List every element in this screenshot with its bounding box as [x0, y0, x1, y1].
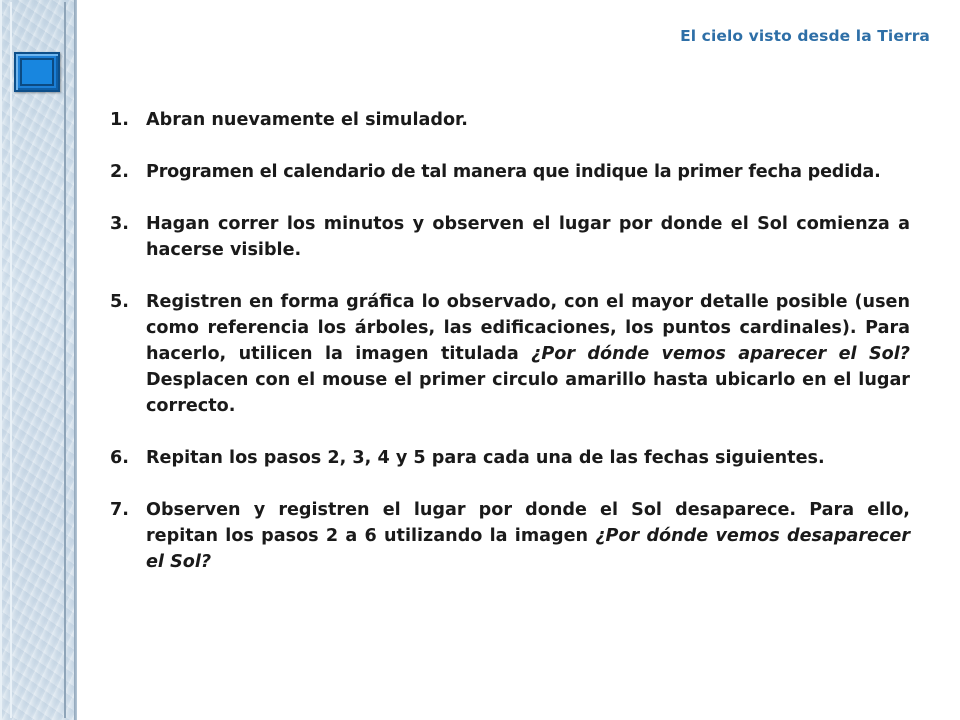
- image-title-reference: ¿Por dónde vemos desaparecer el Sol?: [146, 526, 910, 572]
- list-item-7: [110, 497, 910, 575]
- image-title-reference: ¿Por dónde vemos aparecer el Sol?: [531, 344, 910, 364]
- list-item-number: 3.: [110, 214, 129, 234]
- list-item-5: [110, 289, 910, 419]
- list-item-1: [110, 107, 910, 133]
- instruction-list: [110, 107, 910, 601]
- sidebar-edge: [74, 0, 77, 720]
- list-item-6: [110, 445, 910, 471]
- list-item-number: 5.: [110, 292, 129, 312]
- list-item-text-part: Desplacen con el mouse el primer circulo amarillo hasta ubicarlo en el lugar correcto.: [146, 370, 910, 416]
- list-item-text: Abran nuevamente el simulador.: [146, 110, 468, 130]
- list-item-number: 7.: [110, 500, 129, 520]
- slide-title: El cielo visto desde la Tierra: [680, 27, 930, 45]
- list-item-text: [146, 289, 910, 419]
- list-item-2: [110, 159, 910, 185]
- list-item-number: 6.: [110, 448, 129, 468]
- list-item-text: Repitan los pasos 2, 3, 4 y 5 para cada una de las fechas siguientes.: [146, 448, 825, 468]
- list-item-3: [110, 211, 910, 263]
- list-item-text-part: Observen y registren el lugar por donde el Sol desaparece. Para ello, repitan los pasos 2 a 6 utilizando la imagen: [146, 500, 910, 546]
- list-item-number: 1.: [110, 110, 129, 130]
- list-item-text-part: Registren en forma gráfica lo observado, con el mayor detalle posible (usen como referencia los árboles, las edificaciones, los puntos cardinales). Para hacerlo, utilicen la imagen titulada: [146, 292, 910, 364]
- blue-square-icon: [14, 52, 60, 92]
- list-item-text: Hagan correr los minutos y observen el lugar por donde el Sol comienza a hacerse visible.: [146, 214, 910, 260]
- list-item-text: Programen el calendario de tal manera que indique la primer fecha pedida.: [146, 162, 881, 182]
- list-item-text: [146, 497, 910, 575]
- list-item-number: 2.: [110, 162, 129, 182]
- sidebar-inner-frame: [10, 2, 66, 718]
- decorative-sidebar: [0, 0, 76, 720]
